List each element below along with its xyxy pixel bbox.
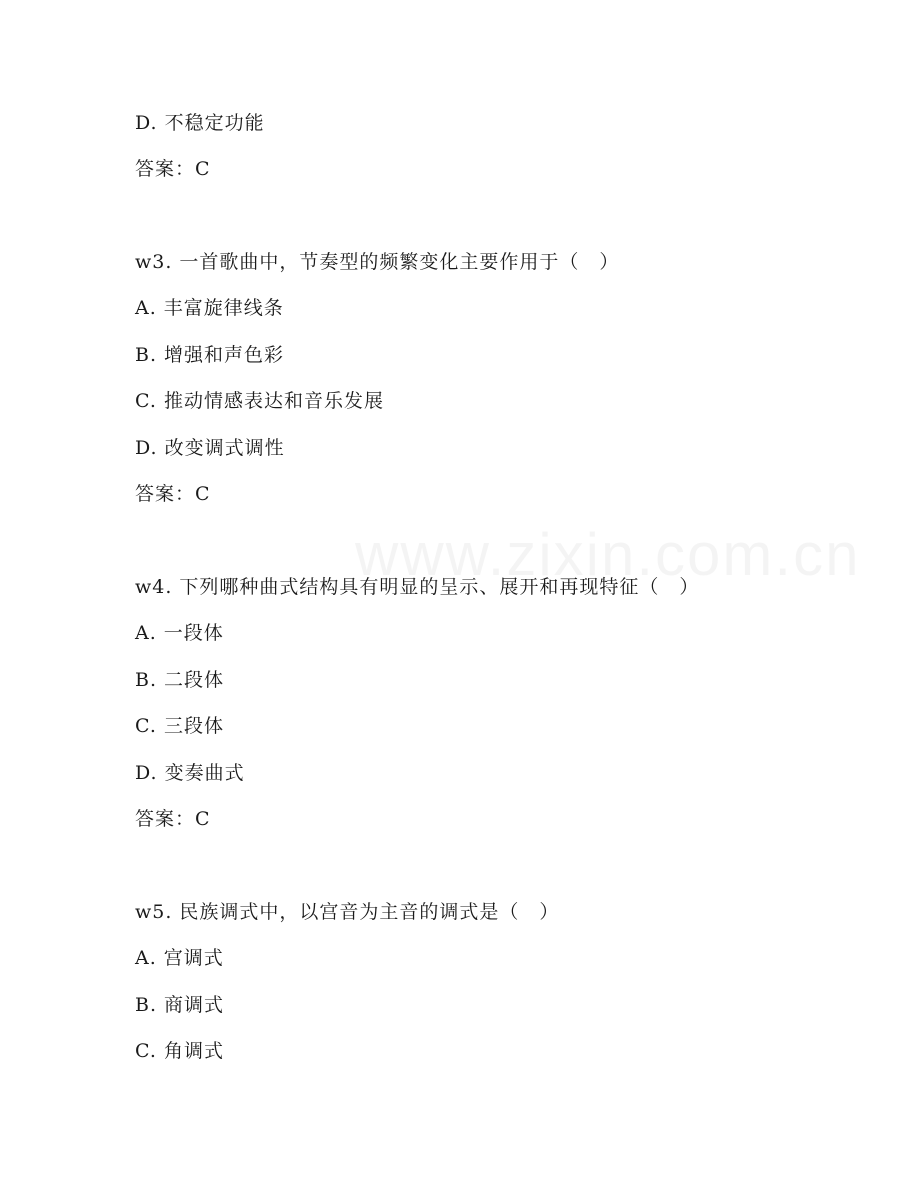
option-q5-c: C. 角调式: [135, 1040, 224, 1062]
option-q3-d: D. 改变调式调性: [135, 437, 285, 459]
option-q4-d: D. 变奏曲式: [135, 762, 245, 784]
answer-q3: 答案：C: [135, 483, 211, 505]
question-w4: w4. 下列哪种曲式结构具有明显的呈示、展开和再现特征（ ）: [135, 576, 700, 598]
option-q4-b: B. 二段体: [135, 669, 225, 691]
option-q5-a: A. 宫调式: [135, 947, 224, 969]
option-q2-d: D. 不稳定功能: [135, 112, 265, 134]
answer-q4: 答案：C: [135, 808, 211, 830]
option-q3-b: B. 增强和声色彩: [135, 344, 285, 366]
option-q4-a: A. 一段体: [135, 622, 224, 644]
option-q5-b: B. 商调式: [135, 994, 225, 1016]
option-q3-c: C. 推动情感表达和音乐发展: [135, 390, 384, 412]
question-w5: w5. 民族调式中，以宫音为主音的调式是（ ）: [135, 901, 560, 923]
answer-q2: 答案：C: [135, 158, 211, 180]
option-q3-a: A. 丰富旋律线条: [135, 297, 284, 319]
question-w3: w3. 一首歌曲中，节奏型的频繁变化主要作用于（ ）: [135, 251, 620, 273]
option-q4-c: C. 三段体: [135, 715, 224, 737]
